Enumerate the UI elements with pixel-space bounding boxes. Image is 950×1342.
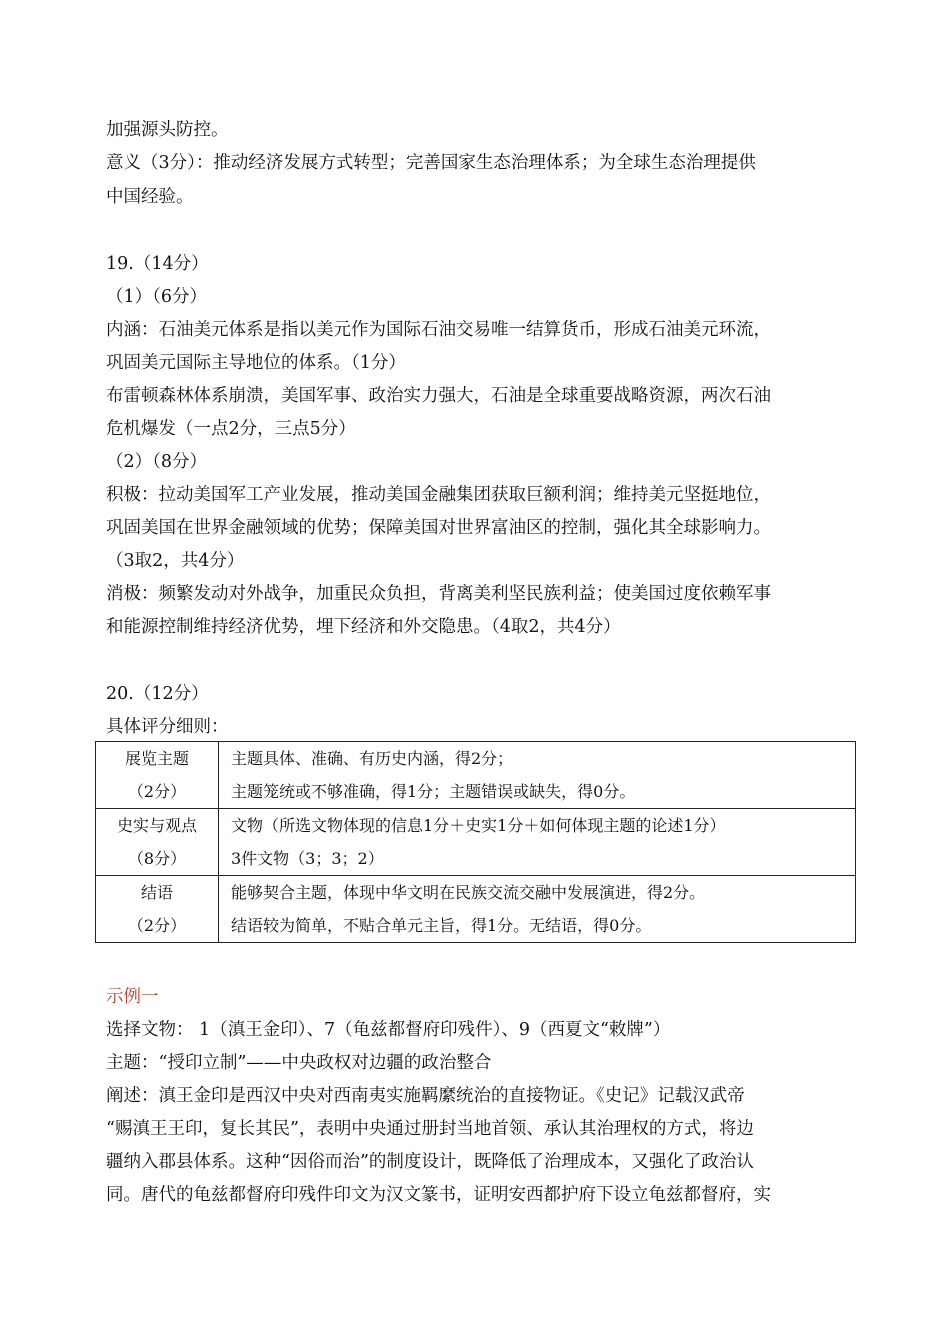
text-line: 危机爆发（一点2分，三点5分） [106,419,356,439]
criteria-line: 结语较为简单，不贴合单元主旨，得1分。无结语，得0分。 [231,916,652,935]
text-line: 加强源头防控。 [106,120,229,140]
criteria-line: 主题具体、准确、有历史内涵，得2分； [231,749,514,768]
row-points: （2分） [127,782,187,801]
text-line: 意义（3分）：推动经济发展方式转型；完善国家生态治理体系；为全球生态治理提供 [106,153,756,173]
text-line: 同。唐代的龟兹都督府印残件印文为汉文篆书，证明安西都护府下设立龟兹都督府，实 [106,1185,771,1205]
criteria-line: 文物（所选文物体现的信息1分＋史实1分＋如何体现主题的论述1分） [231,816,726,835]
text-line: 疆纳入郡县体系。这种“因俗而治”的制度设计，既降低了治理成本，又强化了政治认 [106,1152,754,1172]
question-19-heading: 19.（14分） [106,254,209,274]
table-cell-label [96,742,219,809]
criteria-line: 主题笼统或不够准确，得1分；主题错误或缺失，得0分。 [231,782,636,801]
text-line: 和能源控制维持经济优势，埋下经济和外交隐患。（4取2，共4分） [106,617,621,637]
example-title: 示例一 [106,987,159,1007]
row-label: 展览主题 [124,749,189,768]
text-line: 消极：频繁发动对外战争，加重民众负担，背离美利坚民族利益；使美国过度依赖军事 [106,584,771,604]
row-label: 史实与观点 [116,816,197,835]
row-points: （8分） [127,849,187,868]
text-line: 巩固美国在世界金融领域的优势；保障美国对世界富油区的控制，强化其全球影响力。 [106,518,771,538]
text-line: 阐述：滇王金印是西汉中央对西南夷实施羁縻统治的直接物证。《史记》记载汉武帝 [106,1086,745,1106]
text-line: 中国经验。 [106,187,194,207]
text-line: 选择文物： 1（滇王金印）、7（龟兹都督府印残件）、9（西夏文“敕牌”） [106,1020,671,1040]
table-cell-content [219,742,856,809]
table-cell-content [219,876,856,943]
text-line: 内涵：石油美元体系是指以美元作为国际石油交易唯一结算货币，形成石油美元环流， [106,320,771,340]
text-line: 巩固美元国际主导地位的体系。（1分） [106,353,406,373]
table-cell-content [219,809,856,876]
row-label: 结语 [140,883,173,902]
criteria-line: 3件文物（3；3；2） [231,849,384,868]
text-line: 具体评分细则： [106,717,229,737]
table-cell-label [96,876,219,943]
question-20-heading: 20.（12分） [106,684,209,704]
criteria-line: 能够契合主题，体现中华文明在民族交流交融中发展演进，得2分。 [231,883,706,902]
row-points: （2分） [127,916,187,935]
text-line: （3取2，共4分） [106,551,245,571]
text-line: 积极：拉动美国军工产业发展，推动美国金融集团获取巨额利润；维持美元坚挺地位， [106,485,771,505]
text-line: 布雷顿森林体系崩溃，美国军事、政治实力强大，石油是全球重要战略资源，两次石油 [106,386,771,406]
table-row [96,876,856,943]
text-line: （2）（8分） [106,452,208,472]
text-line: （1）（6分） [106,287,208,307]
table-row [96,742,856,809]
table-row [96,809,856,876]
table-cell-label [96,809,219,876]
grading-table [95,741,856,943]
text-line: “赐滇王王印，复长其民”，表明中央通过册封当地首领、承认其治理权的方式，将边 [106,1119,754,1139]
text-line: 主题：“授印立制”——中央政权对边疆的政治整合 [106,1053,492,1073]
